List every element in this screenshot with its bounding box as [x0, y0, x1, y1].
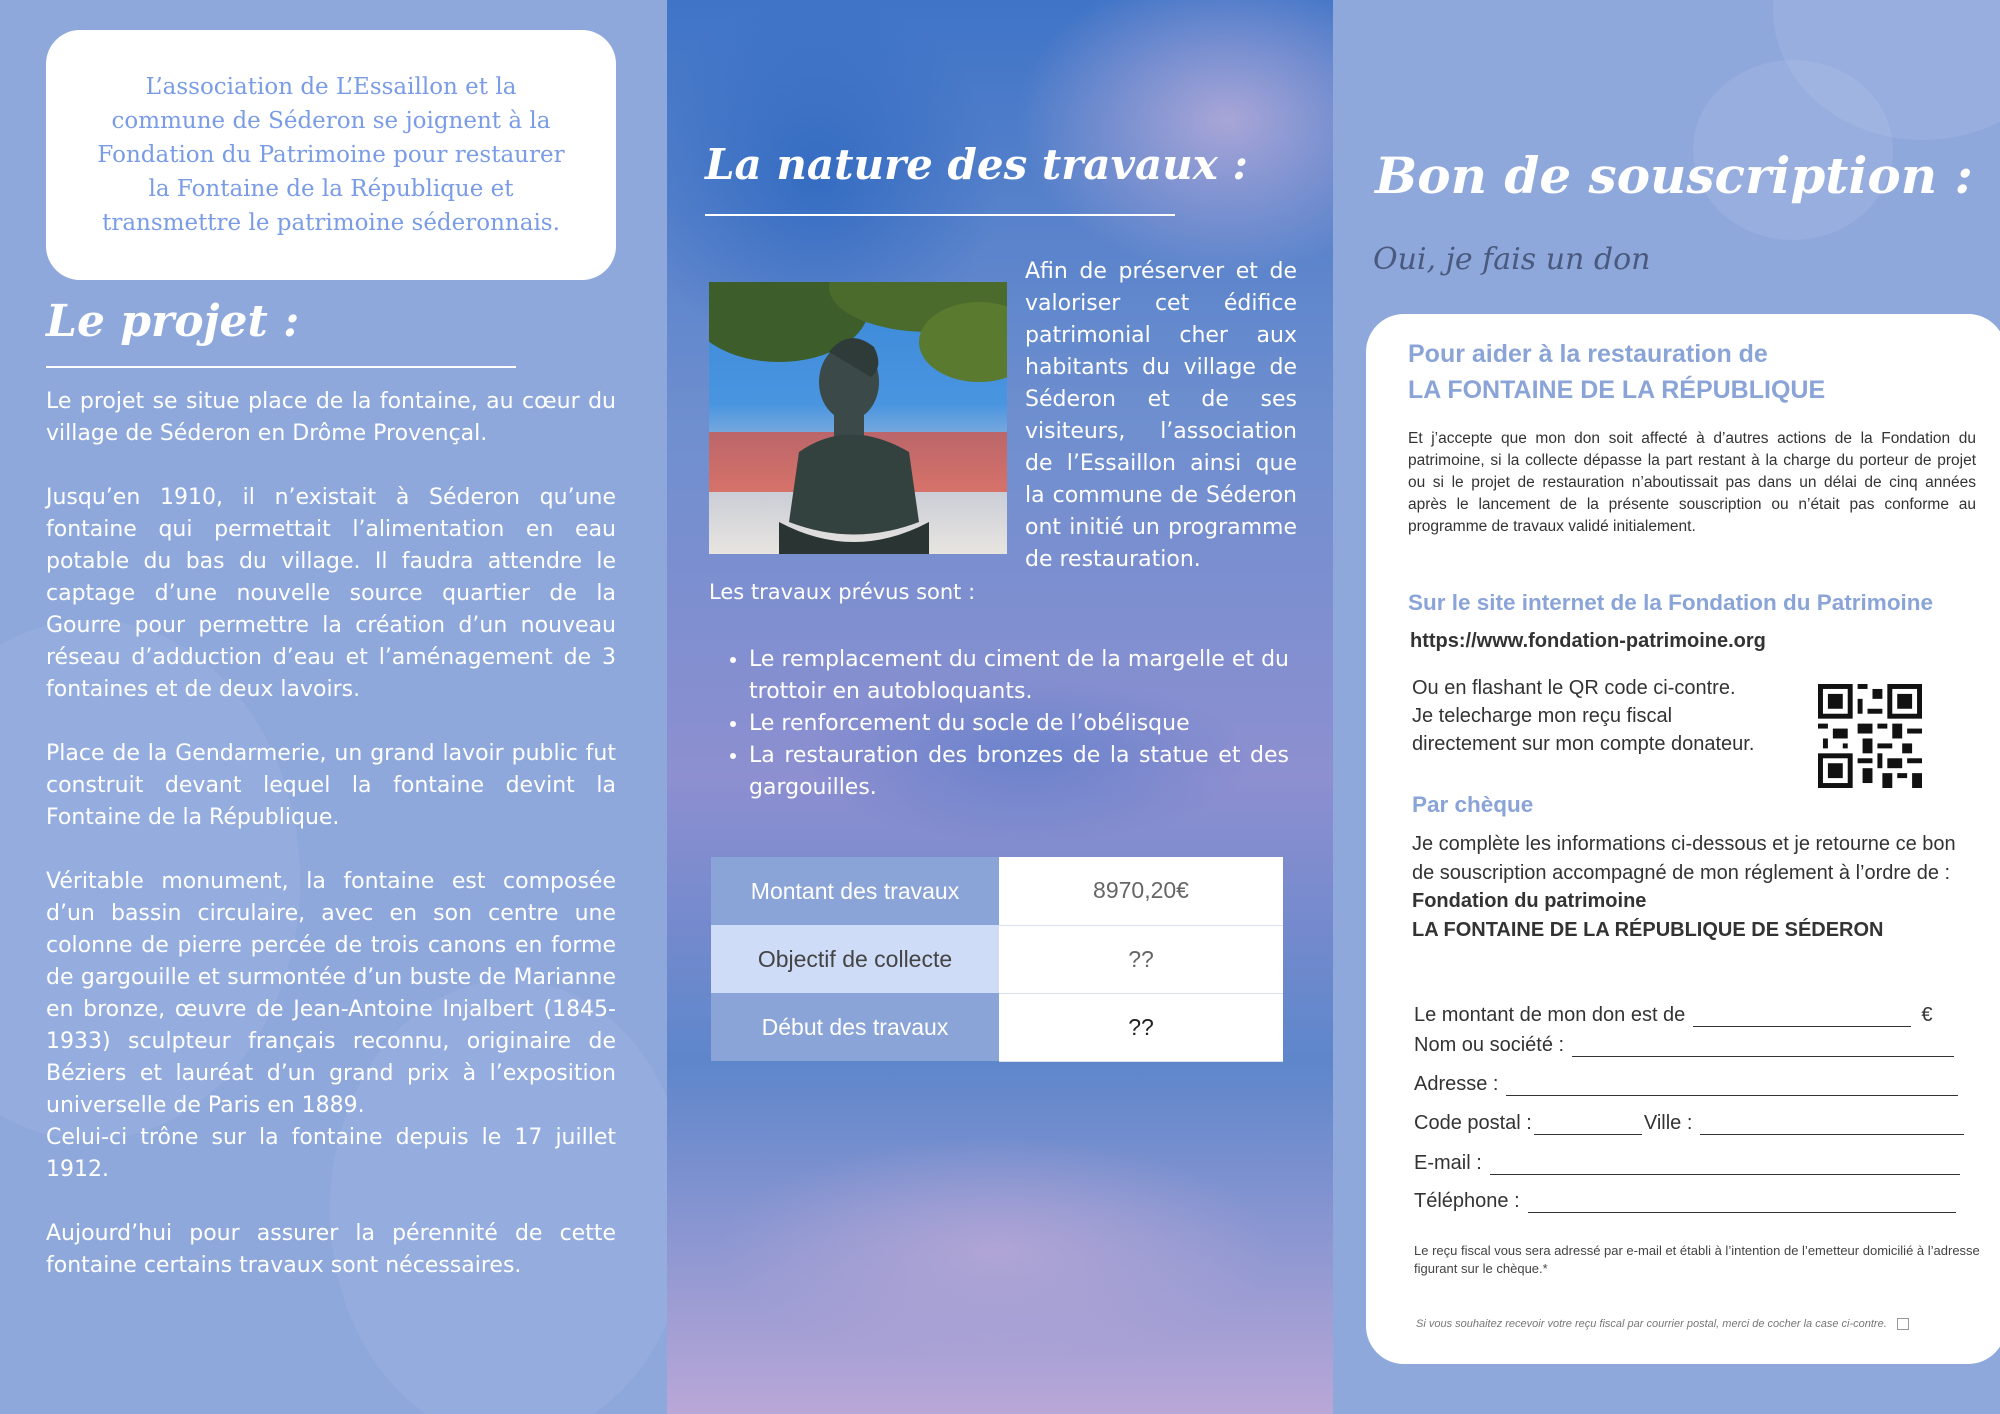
table-value: ??	[999, 993, 1283, 1061]
bust-silhouette	[779, 322, 929, 554]
postal-city-field[interactable]	[1414, 1112, 1964, 1135]
form-heading-line: Pour aider à la restauration de	[1408, 340, 1768, 368]
field-label: Ville :	[1643, 1112, 1693, 1134]
travaux-lead: Les travaux prévus sont :	[709, 580, 976, 604]
travaux-intro: Afin de préserver et de valoriser cet édifice patrimonial cher aux habitants du village de Séderon et de ses visiteurs, l’association de l’Essaillon ainsi que la commune de Séderon ont initié un programme de restauration.	[1025, 259, 1297, 572]
intro-text: L’association de L’Essaillon et la commune de Séderon se joignent à la Fondation du Patrimoine pour restaurer la Fontaine de la République et transmettre le patrimoine séderonnais.	[97, 74, 565, 236]
cheque-heading: Par chèque	[1412, 792, 1534, 817]
travaux-list	[749, 644, 1289, 804]
postal-receipt-text: Si vous souhaitez recevoir votre reçu fiscal par courrier postal, merci de cocher la case ci-contre.	[1416, 1318, 1887, 1330]
form-heading-line: LA FONTAINE DE LA RÉPUBLIQUE	[1408, 376, 1826, 404]
amount-input-line[interactable]	[1693, 1007, 1911, 1027]
form-heading	[1408, 336, 1825, 408]
city-input-line[interactable]	[1700, 1115, 1964, 1135]
consent-text: Et j’accepte que mon don soit affecté à d’autres actions de la Fondation du patrimoine, si la collecte dépasse la part restant à la charge du porteur de projet ou si le projet de restauration n’aboutissait pas dans un délai de cinq années après le lancement de la présente souscription ou n’était pas conforme au programme de travaux validé initialement.	[1408, 430, 1976, 535]
table-label: Objectif de collecte	[711, 925, 999, 993]
projet-paragraph: Place de la Gendarmerie, un grand lavoir public fut construit devant lequel la fontaine devint la Fontaine de la République.	[46, 741, 616, 830]
table-label: Début des travaux	[711, 993, 999, 1061]
cheque-text: Je complète les informations ci-dessous et je retourne ce bon de souscription accompagné de mon réglement à l’ordre de :	[1412, 833, 1956, 884]
amount-field[interactable]	[1414, 1004, 1932, 1027]
table-row	[711, 993, 1283, 1061]
table-row	[711, 857, 1283, 925]
projet-paragraph: Aujourd’hui pour assurer la pérennité de cette fontaine certains travaux sont nécessaires.	[46, 1221, 616, 1278]
projet-paragraph: Jusqu’en 1910, il n’existait à Séderon qu’une fontaine qui permettait l’alimentation en eau potable du bas du village. Il faudra attendre le captage d’une nouvelle source quartier de la Gourre pour permettre la création d’un nouveau réseau d’adduction d’eau et l’aménagement de 3 fontaines et de deux lavoirs.	[46, 485, 616, 702]
souscription-subtitle: Oui, je fais un don	[1373, 242, 1651, 277]
qr-code-icon[interactable]	[1818, 684, 1922, 788]
email-field[interactable]	[1414, 1152, 1960, 1175]
payee-name: LA FONTAINE DE LA RÉPUBLIQUE DE SÉDERON	[1412, 918, 1884, 941]
table-value: ??	[999, 925, 1283, 993]
projet-title: Le projet :	[46, 296, 300, 347]
address-input-line[interactable]	[1506, 1076, 1958, 1096]
projet-paragraph: Celui-ci trône sur la fontaine depuis le 17 juillet 1912.	[46, 1125, 616, 1182]
marianne-bust-photo	[709, 282, 1007, 554]
phone-field[interactable]	[1414, 1190, 1956, 1213]
title-divider	[705, 214, 1175, 216]
currency-symbol: €	[1921, 1004, 1933, 1026]
web-heading: Sur le site internet de la Fondation du Patrimoine	[1408, 590, 1934, 615]
postal-input-line[interactable]	[1534, 1115, 1642, 1135]
table-label: Montant des travaux	[711, 857, 999, 925]
list-item: • Le remplacement du ciment de la margelle et du trottoir en autobloquants.	[749, 644, 1289, 708]
payee-name: Fondation du patrimoine	[1412, 890, 1647, 912]
field-label: E-mail :	[1414, 1152, 1482, 1174]
intro-box	[46, 30, 616, 280]
field-label: Code postal :	[1414, 1112, 1532, 1134]
budget-table	[711, 857, 1283, 1062]
table-value: 8970,20€	[999, 857, 1283, 925]
projet-paragraph: Le projet se situe place de la fontaine, au cœur du village de Séderon en Drôme Provençal.	[46, 389, 616, 446]
address-field[interactable]	[1414, 1073, 1958, 1096]
field-label: Téléphone :	[1414, 1190, 1520, 1212]
field-label: Le montant de mon don est de	[1414, 1004, 1686, 1026]
middle-panel	[667, 0, 1333, 1414]
postal-receipt-option	[1416, 1318, 1909, 1330]
list-item: • Le renforcement du socle de l’obélisque	[749, 708, 1289, 740]
email-input-line[interactable]	[1490, 1155, 1960, 1175]
right-panel	[1333, 0, 2000, 1414]
field-label: Nom ou société :	[1414, 1034, 1565, 1056]
field-label: Adresse :	[1414, 1073, 1499, 1095]
projet-paragraph: Véritable monument, la fontaine est composée d’un bassin circulaire, avec en son centre une colonne de pierre percée de trois canons en forme de gargouille et surmontée d’un buste de Marianne en bronze, œuvre de Jean-Antoine Injalbert (1845-1933) sculpteur français reconnu, originaire de Béziers et lauréat d’un grand prix à l’exposition universelle de Paris en 1889.	[46, 869, 616, 1118]
name-input-line[interactable]	[1572, 1037, 1954, 1057]
qr-text: Je telecharge mon reçu fiscal directement sur mon compte donateur.	[1412, 705, 1755, 755]
projet-body	[46, 386, 616, 1314]
postal-receipt-checkbox[interactable]	[1897, 1318, 1909, 1330]
souscription-title: Bon de souscription :	[1375, 146, 1973, 205]
title-divider	[46, 366, 516, 368]
left-panel	[0, 0, 667, 1414]
qr-text: Ou en flashant le QR code ci-contre.	[1412, 677, 1736, 699]
travaux-title: La nature des travaux :	[705, 140, 1248, 189]
table-row	[711, 925, 1283, 993]
list-item: • La restauration des bronzes de la statue et des gargouilles.	[749, 740, 1289, 804]
cheque-instructions	[1412, 830, 1980, 944]
name-field[interactable]	[1414, 1034, 1954, 1057]
tax-receipt-note: Le reçu fiscal vous sera adressé par e-mail et établi à l’intention de l’emetteur domicilié à l’adresse figurant sur le chèque.*	[1414, 1243, 1980, 1276]
donation-form	[1366, 314, 2000, 1364]
qr-instructions	[1412, 674, 1772, 758]
foundation-link[interactable]: https://www.fondation-patrimoine.org	[1410, 630, 1766, 652]
phone-input-line[interactable]	[1528, 1193, 1956, 1213]
